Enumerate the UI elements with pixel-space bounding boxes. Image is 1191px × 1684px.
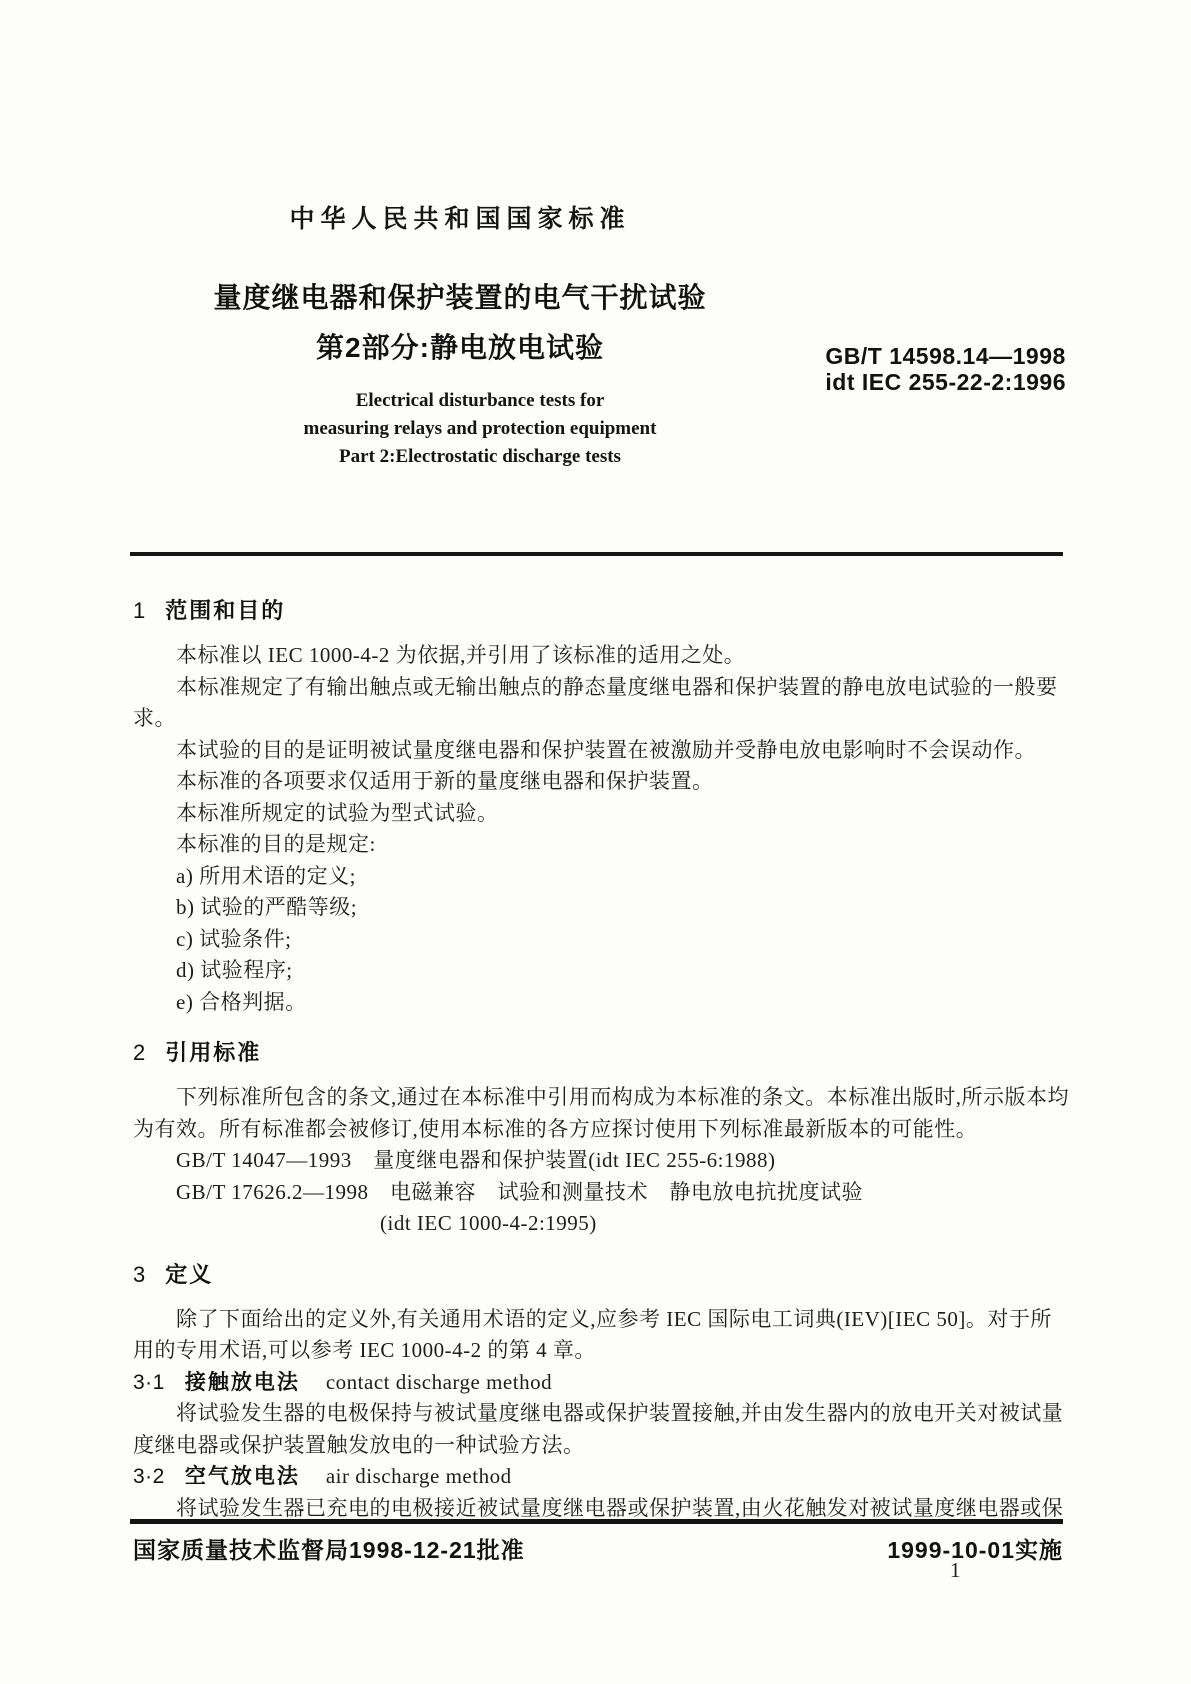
reference-entry: GB/T 17626.2—1998 电磁兼容 试验和测量技术 静电放电抗扰度试验 — [176, 1179, 863, 1204]
document-title-en-line3: Part 2:Electrostatic discharge tests — [339, 446, 621, 467]
reference-entry: GB/T 14047—1993 量度继电器和保护装置(idt IEC 255-6:1988) — [176, 1148, 776, 1172]
body-line: 求。 — [133, 706, 176, 730]
body-line: 为有效。所有标准都会被修订,使用本标准的各方应探讨使用下列标准最新版本的可能性。 — [133, 1116, 978, 1141]
body-line: 本标准以 IEC 1000-4-2 为依据,并引用了该标准的适用之处。 — [176, 643, 746, 667]
section-referenced-standards — [133, 1038, 1069, 1240]
section-heading — [133, 1038, 1065, 1068]
body-line: 将试验发生器的电极保持与被试量度继电器或保护装置接触,并由发生器内的放电开关对被试量 — [176, 1401, 1064, 1425]
clause-term-en: contact discharge method — [325, 1369, 553, 1394]
document-title-cn-line1: 量度继电器和保护装置的电气干扰试验 — [213, 282, 707, 313]
national-standard-label: 中华人民共和国国家标准 — [289, 205, 631, 233]
section-title: 定义 — [165, 1261, 214, 1287]
list-item-a: a) 所用术语的定义; — [176, 863, 356, 888]
page-number: 1 — [950, 1558, 961, 1582]
section-scope-and-purpose — [133, 596, 1065, 1018]
section-definitions — [133, 1260, 1065, 1525]
header-divider-rule — [130, 552, 1063, 556]
body-line: 将试验发生器已充电的电极接近被试量度继电器或保护装置,由火花触发对被试量度继电器或保 — [176, 1495, 1064, 1520]
section-number: 3 — [133, 1261, 146, 1287]
clause-number: 3·2 — [133, 1465, 165, 1488]
body-line: 用的专用术语,可以参考 IEC 1000-4-2 的第 4 章。 — [133, 1338, 596, 1362]
body-line: 本标准的目的是规定: — [176, 832, 376, 856]
standard-code-gb: GB/T 14598.14—1998 — [825, 343, 1066, 369]
footer-approval-text: 国家质量技术监督局1998-12-21批准 — [133, 1537, 525, 1563]
body-line: 除了下面给出的定义外,有关通用术语的定义,应参考 IEC 国际电工词典(IEV)[IEC 50]。对于所 — [176, 1306, 1052, 1331]
list-item-b: b) 试验的严酷等级; — [176, 895, 358, 919]
clause-term-en: air discharge method — [325, 1464, 512, 1488]
body-line: 本标准所规定的试验为型式试验。 — [176, 800, 499, 825]
section-heading — [133, 596, 1065, 626]
body-line: 下列标准所包含的条文,通过在本标准中引用而构成为本标准的条文。本标准出版时,所示版本均 — [176, 1085, 1069, 1109]
document-title-cn-line2: 第2部分:静电放电试验 — [316, 332, 604, 363]
body-line: 本试验的目的是证明被试量度继电器和保护装置在被激励并受静电放电影响时不会误动作。 — [176, 737, 1036, 762]
body-line: 本标准规定了有输出触点或无输出触点的静态量度继电器和保护装置的静电放电试验的一般要 — [176, 674, 1058, 699]
section-title: 范围和目的 — [165, 598, 286, 623]
footer-divider-rule — [130, 1519, 1063, 1524]
list-item-d: d) 试验程序; — [176, 958, 293, 982]
list-item-e: e) 合格判据。 — [176, 989, 307, 1014]
clause-number: 3·1 — [133, 1370, 165, 1394]
reference-entry-continuation: (idt IEC 1000-4-2:1995) — [380, 1211, 597, 1235]
standard-code-block — [825, 343, 1066, 395]
section-heading — [133, 1260, 1065, 1290]
section-number: 1 — [133, 598, 146, 623]
clause-heading-air-discharge — [133, 1461, 1065, 1493]
document-title-en-line1: Electrical disturbance tests for — [355, 390, 605, 411]
body-line: 度继电器或保护装置触发放电的一种试验方法。 — [133, 1432, 585, 1457]
document-body — [133, 596, 1069, 1524]
clause-term-cn: 接触放电法 — [184, 1370, 300, 1394]
clause-heading-contact-discharge — [133, 1367, 1065, 1399]
standard-code-idt: idt IEC 255-22-2:1996 — [825, 369, 1066, 395]
footer-implementation-text: 1999-10-01实施 — [887, 1537, 1063, 1563]
section-title: 引用标准 — [165, 1040, 262, 1065]
document-title-en — [130, 387, 830, 471]
section-number: 2 — [133, 1040, 146, 1065]
clause-term-cn: 空气放电法 — [184, 1465, 300, 1488]
list-item-c: c) 试验条件; — [176, 926, 292, 951]
body-line: 本标准的各项要求仅适用于新的量度继电器和保护装置。 — [176, 769, 714, 793]
document-title-en-line2: measuring relays and protection equipment — [303, 418, 657, 439]
